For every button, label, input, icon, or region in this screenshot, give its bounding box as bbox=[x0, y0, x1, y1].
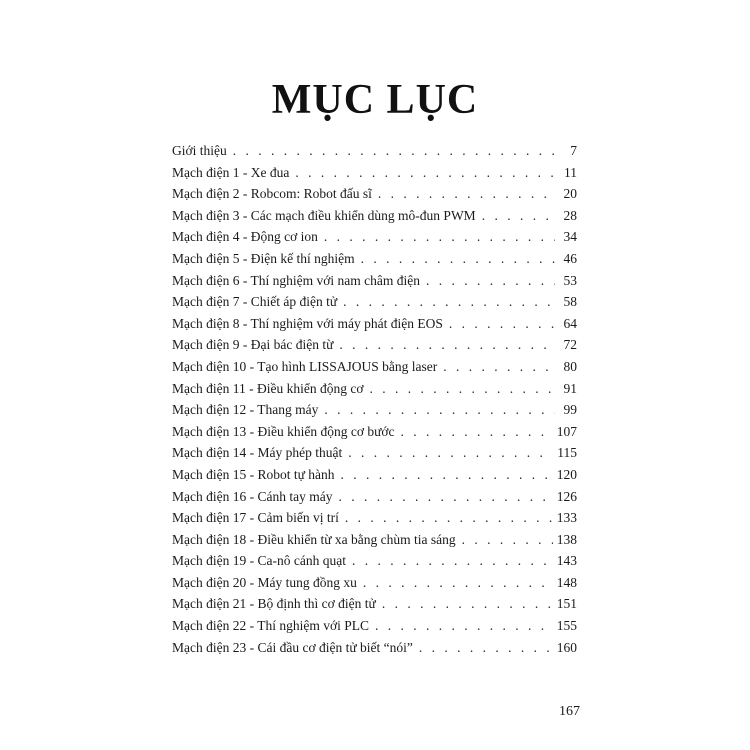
dot-leader bbox=[369, 381, 555, 397]
page-number: 167 bbox=[559, 704, 580, 719]
toc-entry-page: 34 bbox=[563, 229, 577, 245]
dot-leader bbox=[338, 489, 552, 505]
toc-entry-label: Mạch điện 8 - Thí nghiệm với máy phát điện EOS bbox=[172, 315, 443, 331]
toc-entry-page: 28 bbox=[563, 207, 577, 223]
toc-entry-page: 160 bbox=[556, 639, 577, 655]
toc-entry-page: 151 bbox=[556, 596, 577, 612]
dot-leader bbox=[352, 553, 553, 569]
toc-entry bbox=[172, 596, 577, 618]
dot-leader bbox=[233, 143, 555, 159]
toc-entry-page: 64 bbox=[563, 315, 577, 331]
dot-leader bbox=[361, 251, 555, 267]
toc-entry-page: 115 bbox=[557, 445, 577, 461]
toc-entry bbox=[172, 337, 577, 359]
dot-leader bbox=[378, 186, 555, 202]
toc-entry bbox=[172, 229, 577, 251]
toc-entry-label: Mạch điện 10 - Tạo hình LISSAJOUS bằng laser bbox=[172, 358, 438, 374]
toc-entry-page: 148 bbox=[556, 574, 577, 590]
dot-leader bbox=[295, 165, 555, 181]
toc-entry bbox=[172, 424, 577, 446]
toc-entry bbox=[172, 359, 577, 381]
dot-leader bbox=[324, 402, 555, 418]
toc-entry-page: 58 bbox=[563, 294, 577, 310]
dot-leader bbox=[343, 294, 555, 310]
toc-entry-page: 120 bbox=[556, 466, 577, 482]
toc-entry-label: Mạch điện 2 - Robcom: Robot đấu sĩ bbox=[172, 186, 372, 202]
toc-entry-label: Mạch điện 14 - Máy phép thuật bbox=[172, 445, 343, 461]
toc-entry-label: Mạch điện 22 - Thí nghiệm với PLC bbox=[172, 618, 369, 634]
toc-entry-label: Mạch điện 21 - Bộ định thì cơ điện tử bbox=[172, 596, 376, 612]
toc-entry bbox=[172, 489, 577, 511]
toc-entry-page: 72 bbox=[563, 337, 577, 353]
page-title: MỤC LỤC bbox=[271, 77, 479, 123]
toc-entry-page: 91 bbox=[563, 380, 577, 396]
dot-leader bbox=[462, 532, 553, 548]
toc-entry-label: Mạch điện 18 - Điều khiển từ xa bằng chùm tia sáng bbox=[172, 531, 456, 547]
toc-entry-page: 99 bbox=[563, 402, 577, 418]
toc-entry-page: 126 bbox=[556, 488, 577, 504]
toc-entry-label: Mạch điện 5 - Điện kế thí nghiệm bbox=[172, 250, 355, 266]
toc-entry-label: Mạch điện 15 - Robot tự hành bbox=[172, 466, 335, 482]
toc-entry bbox=[172, 510, 577, 532]
table-of-contents bbox=[172, 143, 577, 661]
toc-entry-page: 133 bbox=[556, 510, 577, 526]
toc-entry bbox=[172, 251, 577, 273]
toc-entry-page: 143 bbox=[556, 553, 577, 569]
toc-entry-label: Mạch điện 17 - Cảm biến vị trí bbox=[172, 510, 339, 526]
toc-entry-label: Mạch điện 3 - Các mạch điều khiển dùng mô-đun PWM bbox=[172, 207, 476, 223]
toc-entry-page: 107 bbox=[556, 423, 577, 439]
toc-entry-label: Mạch điện 19 - Ca-nô cánh quạt bbox=[172, 553, 346, 569]
toc-entry-label: Mạch điện 9 - Đại bác điện từ bbox=[172, 337, 334, 353]
toc-entry bbox=[172, 143, 577, 165]
toc-entry-page: 46 bbox=[563, 250, 577, 266]
dot-leader bbox=[401, 424, 553, 440]
toc-entry-label: Mạch điện 12 - Thang máy bbox=[172, 402, 319, 418]
dot-leader bbox=[449, 316, 555, 332]
toc-entry-page: 7 bbox=[570, 143, 577, 158]
toc-entry bbox=[172, 640, 577, 662]
dot-leader bbox=[426, 273, 555, 289]
toc-entry-label: Mạch điện 20 - Máy tung đồng xu bbox=[172, 574, 357, 590]
toc-entry bbox=[172, 381, 577, 403]
dot-leader bbox=[324, 229, 555, 245]
dot-leader bbox=[345, 510, 553, 526]
dot-leader bbox=[482, 208, 555, 224]
toc-entry-page: 53 bbox=[563, 272, 577, 288]
toc-entry-page: 155 bbox=[556, 618, 577, 634]
toc-entry-page: 11 bbox=[564, 164, 577, 180]
toc-entry-page: 138 bbox=[556, 531, 577, 547]
toc-entry bbox=[172, 294, 577, 316]
toc-entry bbox=[172, 467, 577, 489]
toc-entry-label: Mạch điện 4 - Động cơ ion bbox=[172, 229, 318, 245]
dot-leader bbox=[375, 618, 553, 634]
dot-leader bbox=[363, 575, 553, 591]
toc-entry-label: Mạch điện 11 - Điều khiển động cơ bbox=[172, 380, 364, 396]
dot-leader bbox=[339, 337, 555, 353]
toc-entry bbox=[172, 316, 577, 338]
dot-leader bbox=[419, 640, 553, 656]
toc-entry bbox=[172, 618, 577, 640]
toc-entry-label: Mạch điện 6 - Thí nghiệm với nam châm điện bbox=[172, 272, 420, 288]
toc-entry bbox=[172, 532, 577, 554]
toc-entry-label: Mạch điện 1 - Xe đua bbox=[172, 164, 290, 180]
toc-entry bbox=[172, 402, 577, 424]
toc-entry bbox=[172, 273, 577, 295]
toc-entry bbox=[172, 553, 577, 575]
toc-entry bbox=[172, 575, 577, 597]
toc-entry-label: Giới thiệu bbox=[172, 143, 227, 158]
dot-leader bbox=[348, 445, 553, 461]
toc-entry-label: Mạch điện 7 - Chiết áp điện tử bbox=[172, 294, 338, 310]
toc-entry-page: 20 bbox=[563, 186, 577, 202]
toc-entry bbox=[172, 445, 577, 467]
toc-entry bbox=[172, 165, 577, 187]
toc-entry-label: Mạch điện 16 - Cánh tay máy bbox=[172, 488, 333, 504]
toc-entry-label: Mạch điện 13 - Điều khiển động cơ bước bbox=[172, 423, 395, 439]
dot-leader bbox=[341, 467, 553, 483]
toc-entry-page: 80 bbox=[563, 358, 577, 374]
dot-leader bbox=[443, 359, 555, 375]
dot-leader bbox=[382, 596, 553, 612]
toc-entry bbox=[172, 208, 577, 230]
toc-entry-label: Mạch điện 23 - Cái đầu cơ điện tử biết “nói” bbox=[172, 639, 413, 655]
toc-entry bbox=[172, 186, 577, 208]
